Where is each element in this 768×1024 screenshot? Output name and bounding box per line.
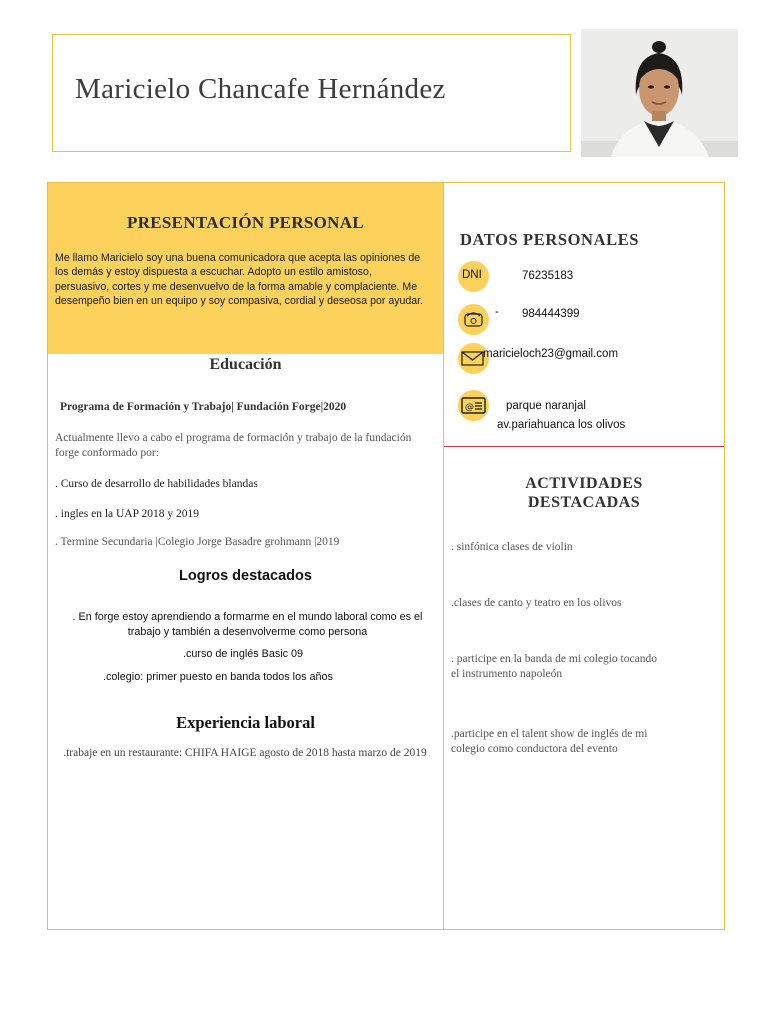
education-item: . ingles en la UAP 2018 y 2019 bbox=[55, 508, 199, 520]
activities-title-line2: DESTACADAS bbox=[527, 494, 641, 511]
section-divider bbox=[444, 446, 724, 447]
profile-photo bbox=[581, 29, 738, 157]
activity-item: .clases de canto y teatro en los olivos bbox=[451, 597, 622, 609]
address-line2: av.pariahuanca los olivos bbox=[497, 419, 626, 431]
dni-value: 76235183 bbox=[522, 270, 574, 282]
education-program: Programa de Formación y Trabajo| Fundación Forge|2020 bbox=[60, 401, 347, 413]
activity-item: . participe en la banda de mi colegio tocando el instrumento napoleón bbox=[451, 653, 657, 680]
phone-prefix: - bbox=[495, 306, 499, 318]
dni-label: DNI bbox=[462, 269, 482, 281]
dni-badge bbox=[458, 261, 489, 292]
education-item: . Curso de desarrollo de habilidades blandas bbox=[55, 478, 258, 490]
name-header-box bbox=[52, 34, 571, 152]
activities-title-line1: ACTIVIDADES bbox=[525, 475, 643, 492]
achievement-item: .colegio: primer puesto en banda todos los años bbox=[103, 671, 333, 683]
portrait-image bbox=[581, 29, 738, 157]
address-line1: parque naranjal bbox=[506, 400, 586, 412]
achievement-item: .curso de inglés Basic 09 bbox=[183, 648, 304, 660]
presentation-title: PRESENTACIÓN PERSONAL bbox=[127, 213, 364, 232]
education-item: . Termine Secundaria |Colegio Jorge Basadre grohmann |2019 bbox=[55, 536, 340, 548]
presentation-section bbox=[48, 183, 443, 354]
column-divider bbox=[443, 183, 444, 929]
candidate-name: Maricielo Chancafe Hernández bbox=[75, 73, 446, 105]
experience-title: Experiencia laboral bbox=[176, 713, 315, 732]
svg-text:@: @ bbox=[465, 402, 474, 413]
activity-item: . sinfónica clases de violin bbox=[451, 541, 573, 553]
activity-item: .participe en el talent show de inglés de mi colegio como conductora del evento bbox=[451, 728, 648, 755]
personal-data-title: DATOS PERSONALES bbox=[460, 230, 640, 249]
activities-title bbox=[444, 474, 724, 512]
email-value: maricieloch23@gmail.com bbox=[483, 348, 619, 360]
presentation-text: Me llamo Maricielo soy una buena comunicadora que acepta las opiniones de los demás y estoy dispuesta a escuchar. Adopto un estilo amistoso, persuasivo, cortes y me desenvuelvo de la forma amable y complaciente. Me desempeño bien en un equipo y soy compasiva, cordial y deseosa por ayudar. bbox=[55, 252, 424, 308]
achievements-title: Logros destacados bbox=[179, 568, 312, 584]
education-description: Actualmente llevo a cabo el programa de formación y trabajo de la fundación forge conformado por: bbox=[55, 432, 412, 459]
achievement-item: . En forge estoy aprendiendo a formarme en el mundo laboral como es el trabajo y también a desenvolverme como persona bbox=[72, 611, 423, 638]
phone-icon bbox=[458, 304, 489, 335]
address-icon bbox=[458, 390, 489, 421]
experience-text: .trabaje en un restaurante: CHIFA HAIGE agosto de 2018 hasta marzo de 2019 bbox=[63, 747, 427, 759]
education-title: Educación bbox=[209, 356, 282, 373]
phone-value: 984444399 bbox=[522, 308, 580, 320]
